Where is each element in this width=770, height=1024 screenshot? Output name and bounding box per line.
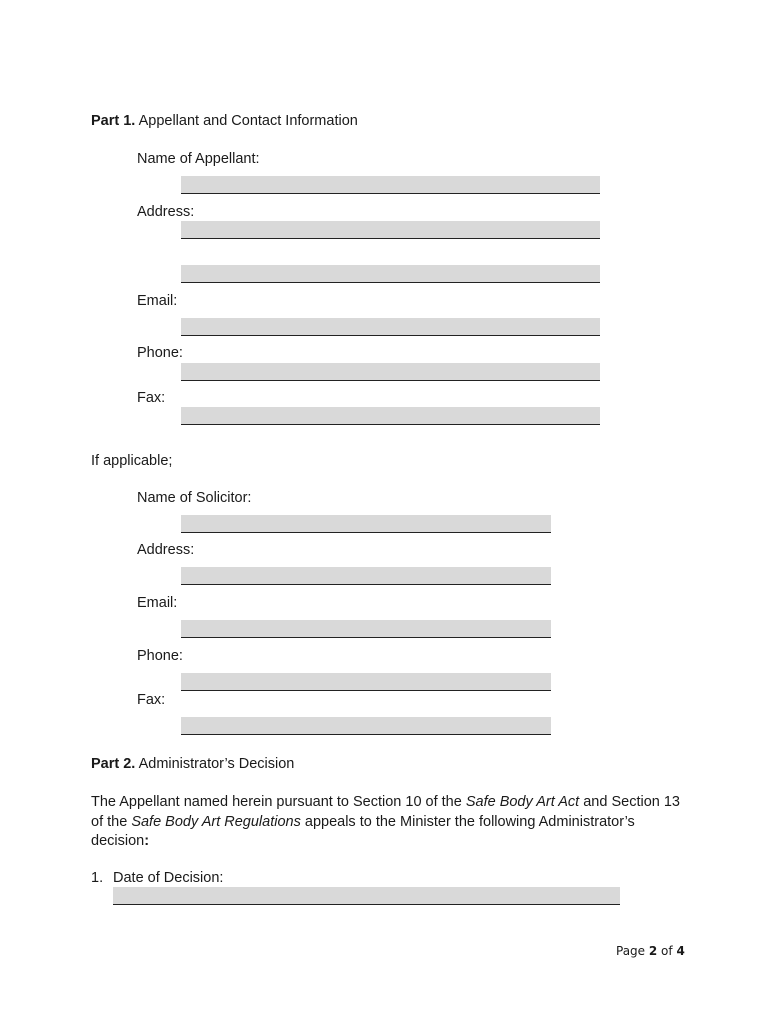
appellant-address-input-2[interactable]	[181, 265, 600, 282]
item-1-number: 1.	[91, 870, 104, 886]
solicitor-name-field[interactable]	[181, 515, 551, 533]
part2-label: Part 2.	[91, 756, 136, 772]
total-pages: 4	[676, 944, 685, 958]
part2-title: Administrator’s Decision	[138, 756, 295, 772]
of-word: of	[657, 944, 677, 958]
appellant-name-input[interactable]	[181, 176, 600, 193]
part1-title: Appellant and Contact Information	[138, 113, 358, 129]
item-1	[91, 870, 103, 886]
solicitor-address-field[interactable]	[181, 567, 551, 585]
decision-date-label: Date of Decision:	[113, 870, 224, 886]
solicitor-email-input[interactable]	[181, 620, 551, 637]
decision-date-field[interactable]	[113, 887, 620, 905]
solicitor-fax-field[interactable]	[181, 717, 551, 735]
page-word: Page	[616, 944, 649, 958]
part2-heading	[91, 756, 294, 772]
part1-heading	[91, 113, 358, 129]
solicitor-address-label: Address:	[137, 542, 195, 558]
appellant-email-label: Email:	[137, 293, 178, 309]
if-applicable-text: If applicable;	[91, 453, 173, 469]
para-text-3: appeals to the Minister the following Administrator’s decision	[91, 813, 635, 849]
para-colon: :	[144, 833, 150, 849]
solicitor-phone-field[interactable]	[181, 673, 551, 691]
appellant-fax-field[interactable]	[181, 407, 600, 425]
appellant-fax-label: Fax:	[137, 390, 166, 406]
appellant-phone-label: Phone:	[137, 345, 183, 361]
part1-label: Part 1.	[91, 113, 136, 129]
appellant-phone-input[interactable]	[181, 363, 600, 380]
regulations-name: Safe Body Art Regulations	[131, 813, 301, 830]
solicitor-fax-input[interactable]	[181, 717, 551, 734]
appellant-fax-input[interactable]	[181, 407, 600, 424]
appellant-name-label: Name of Appellant:	[137, 151, 260, 167]
solicitor-phone-label: Phone:	[137, 648, 183, 664]
appellant-phone-field[interactable]	[181, 363, 600, 381]
appellant-email-input[interactable]	[181, 318, 600, 335]
solicitor-email-label: Email:	[137, 595, 178, 611]
solicitor-address-input[interactable]	[181, 567, 551, 584]
appellant-address-input-1[interactable]	[181, 221, 600, 238]
solicitor-phone-input[interactable]	[181, 673, 551, 690]
appellant-address-field-2[interactable]	[181, 265, 600, 283]
act-name: Safe Body Art Act	[465, 794, 580, 810]
appellant-address-field-1[interactable]	[181, 221, 600, 239]
para-text-1: The Appellant named herein pursuant to Section 10 of the	[91, 794, 466, 810]
appellant-name-field[interactable]	[181, 176, 600, 194]
para-text-2: and Section 13 of the	[91, 794, 680, 830]
appellant-address-label: Address:	[137, 204, 195, 220]
decision-date-input[interactable]	[113, 887, 620, 904]
appeal-paragraph	[91, 793, 691, 852]
solicitor-name-input[interactable]	[181, 515, 551, 532]
page-number	[616, 944, 685, 958]
appellant-email-field[interactable]	[181, 318, 600, 336]
solicitor-email-field[interactable]	[181, 620, 551, 638]
solicitor-fax-label: Fax:	[137, 692, 166, 708]
current-page: 2	[648, 944, 658, 958]
solicitor-name-label: Name of Solicitor:	[137, 490, 252, 506]
